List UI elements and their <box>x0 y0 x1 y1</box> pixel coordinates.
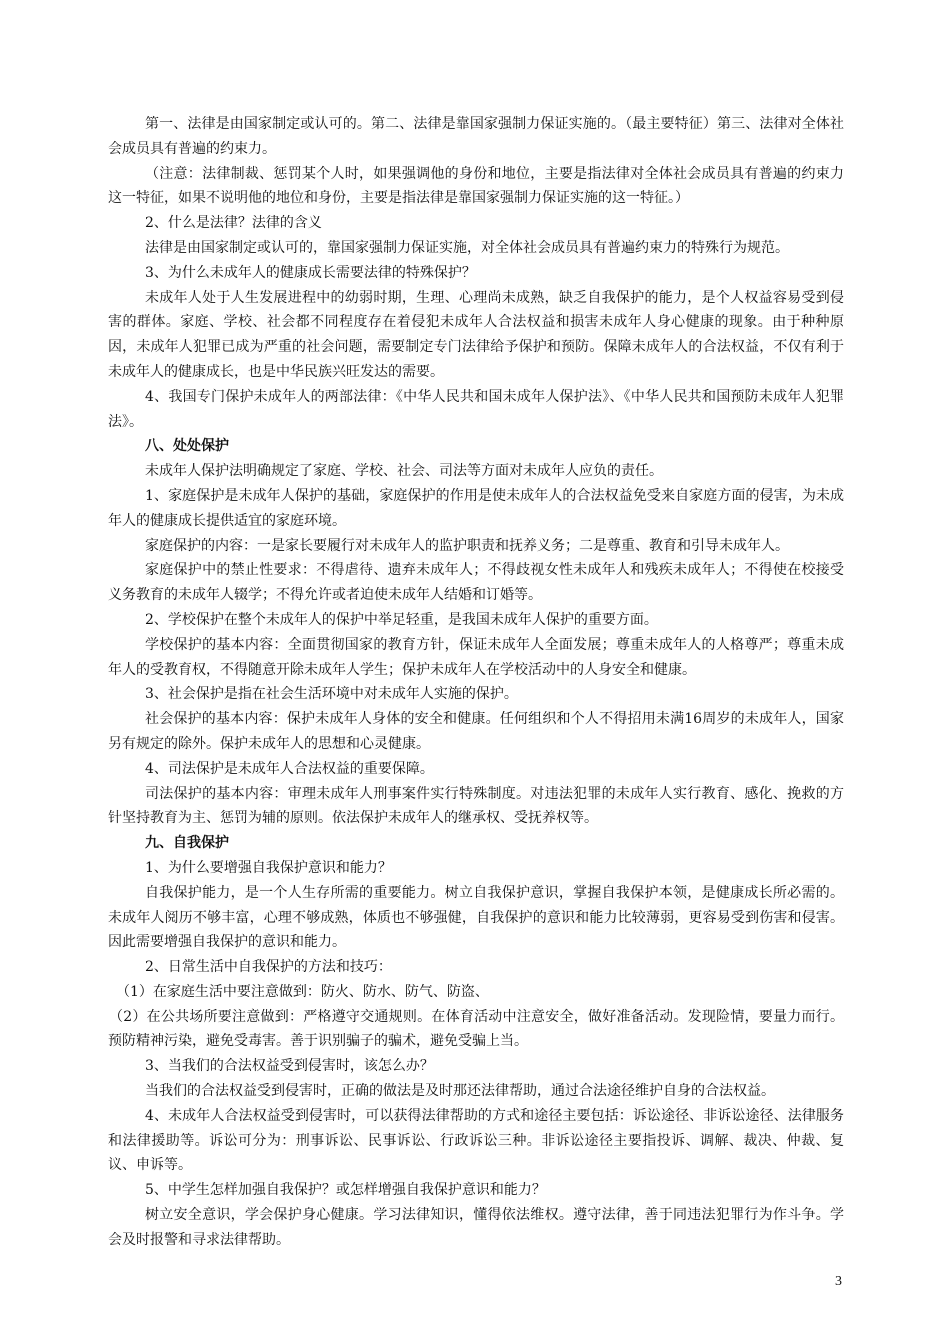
body-paragraph: 家庭保护中的禁止性要求：不得虐待、遗弃未成年人；不得歧视女性未成年人和残疾未成年人；不得使在校接受义务教育的未成年人辍学；不得允许或者迫使未成年人结婚和订婚等。 <box>108 562 844 604</box>
body-paragraph: 社会保护的基本内容：保护未成年人身体的安全和健康。任何组织和个人不得招用未满16周岁的未成年人，国家另有规定的除外。保护未成年人的思想和心灵健康。 <box>108 711 844 752</box>
body-paragraph: （2）在公共场所要注意做到：严格遵守交通规则。在体育活动中注意安全，做好准备活动。发现险情，要量力而行。预防精神污染，避免受毒害。善于识别骗子的骗术，避免受骗上当。 <box>108 1008 844 1050</box>
body-paragraph: 第一、法律是由国家制定或认可的。第二、法律是靠国家强制力保证实施的。（最主要特征）第三、法律对全体社会成员具有普遍的约束力。 <box>108 116 844 157</box>
document-body <box>108 112 844 1253</box>
body-paragraph: （注意：法律制裁、惩罚某个人时，如果强调他的身份和地位，主要是指法律对全体社会成员具有普遍的约束力这一特征，如果不说明他的地位和身份，主要是指法律是靠国家强制力保证实施的这一特征。） <box>108 165 844 207</box>
body-paragraph: 未成年人处于人生发展进程中的幼弱时期，生理、心理尚未成熟，缺乏自我保护的能力，是个人权益容易受到侵害的群体。家庭、学校、社会都不同程度存在着侵犯未成年人合法权益和损害未成年人身心健康的现象。由于种种原因，未成年人犯罪已成为严重的社会问题，需要制定专门法律给予保护和预防。保障未成年人的合法权益，不仅有利于未成年人的健康成长，也是中华民族兴旺发达的需要。 <box>108 289 844 380</box>
page-number: 3 <box>835 1274 842 1289</box>
body-paragraph: 4、未成年人合法权益受到侵害时，可以获得法律帮助的方式和途径主要包括：诉讼途径、非诉讼途径、法律服务和法律援助等。诉讼可分为：刑事诉讼、民事诉讼、行政诉讼三种。非诉讼途径主要指投诉、调解、裁决、仲裁、复议、申诉等。 <box>108 1107 844 1174</box>
body-paragraph: 树立安全意识，学会保护身心健康。学习法律知识，懂得依法维权。遵守法律，善于同违法犯罪行为作斗争。学会及时报警和寻求法律帮助。 <box>108 1207 844 1248</box>
body-paragraph: 家庭保护的内容：一是家长要履行对未成年人的监护职责和抚养义务；二是尊重、教育和引导未成年人。 <box>145 537 789 554</box>
body-paragraph: 司法保护的基本内容：审理未成年人刑事案件实行特殊制度。对违法犯罪的未成年人实行教育、感化、挽救的方针坚持教育为主、惩罚为辅的原则。依法保护未成年人的继承权、受抚养权等。 <box>108 785 844 827</box>
body-paragraph: 2、什么是法律？法律的含义 <box>145 215 322 232</box>
body-paragraph: 5、中学生怎样加强自我保护？或怎样增强自我保护意识和能力？ <box>145 1182 546 1199</box>
body-paragraph: 3、社会保护是指在社会生活环境中对未成年人实施的保护。 <box>145 686 518 703</box>
body-paragraph: 法律是由国家制定或认可的，靠国家强制力保证实施，对全体社会成员具有普遍约束力的特殊行为规范。 <box>145 239 789 256</box>
section-heading: 九、自我保护 <box>145 835 229 852</box>
body-paragraph: 未成年人保护法明确规定了家庭、学校、社会、司法等方面对未成年人应负的责任。 <box>145 463 663 480</box>
body-paragraph: 2、学校保护在整个未成年人的保护中举足轻重，是我国未成年人保护的重要方面。 <box>145 611 658 628</box>
body-paragraph: 2、日常生活中自我保护的方法和技巧： <box>145 959 392 976</box>
body-paragraph: 1、为什么要增强自我保护意识和能力？ <box>145 859 392 876</box>
body-paragraph: 自我保护能力，是一个人生存所需的重要能力。树立自我保护意识，掌握自我保护本领，是健康成长所必需的。未成年人阅历不够丰富，心理不够成熟，体质也不够强健，自我保护的意识和能力比较薄弱，更容易受到伤害和侵害。因此需要增强自我保护的意识和能力。 <box>108 884 844 951</box>
body-paragraph: 4、我国专门保护未成年人的两部法律：《中华人民共和国未成年人保护法》、《中华人民共和国预防未成年人犯罪法》。 <box>108 388 844 430</box>
body-paragraph: （1）在家庭生活中要注意做到：防火、防水、防气、防盗、 <box>116 983 489 1000</box>
body-paragraph: 当我们的合法权益受到侵害时，正确的做法是及时那还法律帮助，通过合法途径维护自身的合法权益。 <box>145 1083 775 1100</box>
body-paragraph: 3、当我们的合法权益受到侵害时，该怎么办？ <box>145 1058 434 1075</box>
body-paragraph: 1、家庭保护是未成年人保护的基础，家庭保护的作用是使未成年人的合法权益免受来自家庭方面的侵害，为未成年人的健康成长提供适宜的家庭环境。 <box>108 487 844 529</box>
body-paragraph: 3、为什么未成年人的健康成长需要法律的特殊保护？ <box>145 264 476 281</box>
section-heading: 八、处处保护 <box>145 438 229 455</box>
body-paragraph: 学校保护的基本内容：全面贯彻国家的教育方针，保证未成年人全面发展；尊重未成年人的人格尊严；尊重未成年人的受教育权，不得随意开除未成年人学生；保护未成年人在学校活动中的人身安全和健康。 <box>108 636 844 678</box>
body-paragraph: 4、司法保护是未成年人合法权益的重要保障。 <box>145 760 434 777</box>
